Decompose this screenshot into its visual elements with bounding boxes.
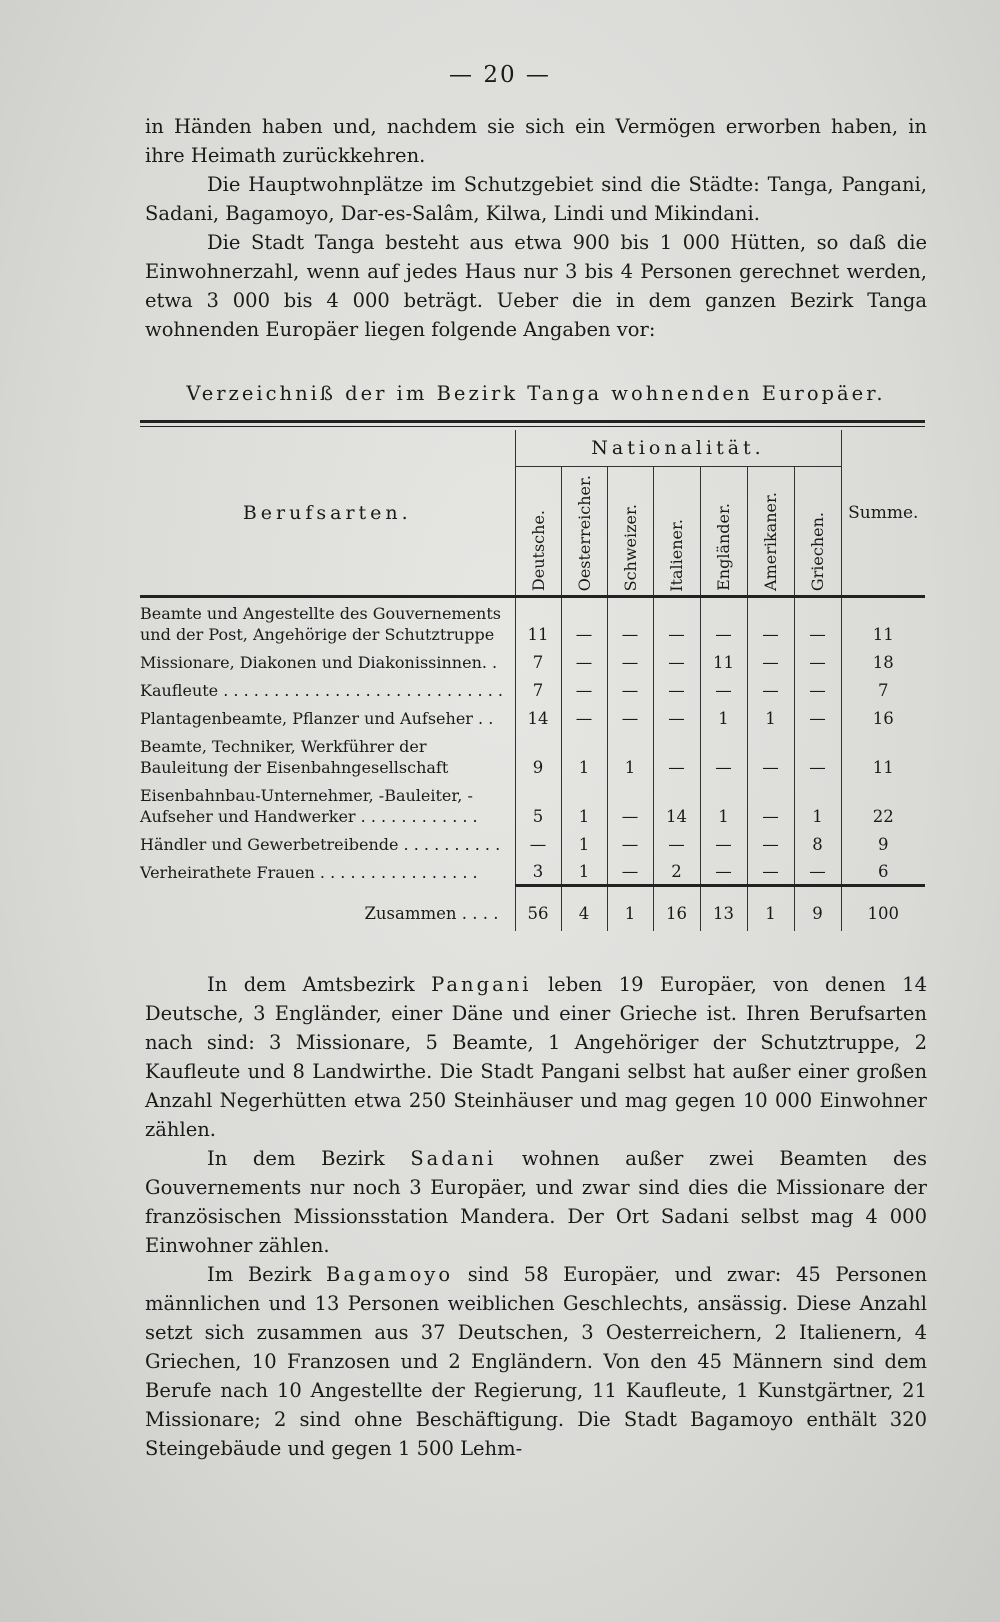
header-summe: Summe. bbox=[841, 430, 925, 597]
row-sum: 18 bbox=[841, 647, 925, 675]
table-body bbox=[140, 597, 925, 886]
table-row bbox=[140, 703, 925, 731]
row-sum: 16 bbox=[841, 703, 925, 731]
row-cell: 1 bbox=[561, 857, 607, 885]
row-cell: — bbox=[607, 647, 653, 675]
place-name: Sadani bbox=[410, 1147, 497, 1170]
total-cell: 16 bbox=[653, 885, 700, 931]
row-cell: — bbox=[607, 829, 653, 857]
header-nationality: Schweizer. bbox=[620, 503, 640, 592]
row-cell: — bbox=[561, 597, 607, 648]
row-cell: — bbox=[747, 731, 794, 780]
europeans-table bbox=[140, 430, 925, 931]
row-cell: — bbox=[747, 780, 794, 829]
row-cell: 7 bbox=[515, 647, 561, 675]
row-sum: 11 bbox=[841, 731, 925, 780]
paragraph: Im Bezirk Bagamoyo sind 58 Europäer, und zwar: 45 Personen männlichen und 13 Personen weiblichen Geschlechts, ansässig. Diese Anzahl setzt sich zusammen aus 37 Deutschen, 3 Oesterreichern, 2 Italienern, 4 Griechen, 10 Franzosen und 2 Engländern. Von den 45 Männern sind dem Berufe nach 10 Angestellte der Regierung, 11 Kaufleute, 1 Kunstgärtner, 21 Missionare; 2 sind ohne Beschäftigung. Die Stadt Bagamoyo enthält 320 Steingebäude und gegen 1 500 Lehm- bbox=[145, 1263, 928, 1460]
total-label: Zusammen . . . . bbox=[364, 903, 499, 923]
row-sum: 9 bbox=[841, 829, 925, 857]
row-cell: — bbox=[794, 597, 841, 648]
row-cell: — bbox=[747, 597, 794, 648]
row-cell: 1 bbox=[561, 780, 607, 829]
header-nationality: Italiener. bbox=[667, 518, 686, 592]
table-rule bbox=[140, 420, 925, 423]
row-cell: — bbox=[700, 857, 747, 885]
paragraph: Die Hauptwohnplätze im Schutzgebiet sind die Städte: Tanga, Pangani, Sadani, Bagamoyo, Dar-es-Salâm, Kilwa, Lindi und Mikindani. bbox=[145, 173, 927, 225]
row-cell: — bbox=[607, 780, 653, 829]
row-label: Eisenbahnbau-Unternehmer, -Bauleiter, -Aufseher und Handwerker . . . . . . . . . . . . bbox=[140, 786, 478, 827]
row-cell: 7 bbox=[515, 675, 561, 703]
table-row bbox=[140, 829, 925, 857]
paragraph: In dem Bezirk Sadani wohnen außer zwei Beamten des Gouvernements nur noch 3 Europäer, und zwar sind dies die Missionare der französischen Missionsstation Mandera. Der Ort Sadani selbst mag 4 000 Einwohner zählen. bbox=[145, 1147, 928, 1257]
row-cell: — bbox=[515, 829, 561, 857]
row-cell: 14 bbox=[515, 703, 561, 731]
row-cell: 1 bbox=[607, 731, 653, 780]
row-cell: — bbox=[794, 857, 841, 885]
row-cell: — bbox=[747, 857, 794, 885]
row-cell: — bbox=[607, 703, 653, 731]
row-cell: — bbox=[607, 597, 653, 648]
place-name: Bagamoyo bbox=[326, 1263, 454, 1286]
row-label: Beamte und Angestellte des Gouvernements und der Post, Angehörige der Schutztruppe bbox=[140, 604, 501, 645]
row-sum: 11 bbox=[841, 597, 925, 648]
row-cell: — bbox=[747, 829, 794, 857]
row-cell: — bbox=[653, 731, 700, 780]
row-cell: — bbox=[700, 731, 747, 780]
row-label: Plantagenbeamte, Pflanzer und Aufseher . . bbox=[140, 709, 494, 729]
table-title: Verzeichniß der im Bezirk Tanga wohnenden Europäer. bbox=[186, 382, 886, 405]
row-label: Beamte, Techniker, Werkführer der Bauleitung der Eisenbahngesellschaft bbox=[140, 737, 449, 778]
table-row bbox=[140, 647, 925, 675]
row-cell: 11 bbox=[515, 597, 561, 648]
header-nationality: Amerikaner. bbox=[761, 492, 780, 592]
place-name: Pangani bbox=[431, 973, 532, 996]
total-cell: 4 bbox=[561, 885, 607, 931]
row-label: Händler und Gewerbetreibende . . . . . . . . . . bbox=[140, 835, 501, 855]
total-cell: 13 bbox=[700, 885, 747, 931]
row-cell: — bbox=[747, 647, 794, 675]
row-cell: — bbox=[653, 647, 700, 675]
total-sum: 100 bbox=[841, 885, 925, 931]
row-cell: — bbox=[607, 857, 653, 885]
header-nationality: Deutsche. bbox=[528, 510, 548, 592]
table-total-row bbox=[140, 885, 925, 931]
row-label: Missionare, Diakonen und Diakonissinnen. . bbox=[140, 653, 498, 673]
table-row bbox=[140, 731, 925, 780]
paragraph: Die Stadt Tanga besteht aus etwa 900 bis 1 000 Hütten, so daß die Einwohnerzahl, wenn auf jedes Haus nur 3 bis 4 Personen gerechnet werden, etwa 3 000 bis 4 000 beträgt. Ueber die in dem ganzen Bezirk Tanga wohnenden Europäer liegen folgende Angaben vor: bbox=[145, 231, 927, 341]
row-cell: 3 bbox=[515, 857, 561, 885]
row-cell: — bbox=[653, 829, 700, 857]
row-cell: — bbox=[653, 597, 700, 648]
header-nationality: Oesterreicher. bbox=[574, 475, 594, 592]
row-cell: — bbox=[561, 647, 607, 675]
row-sum: 7 bbox=[841, 675, 925, 703]
total-cell: 1 bbox=[607, 885, 653, 931]
row-cell: — bbox=[561, 703, 607, 731]
page-number: — 20 — bbox=[449, 62, 551, 88]
paragraph: In dem Amtsbezirk Pangani leben 19 Europäer, von denen 14 Deutsche, 3 Engländer, einer Däne und einer Grieche ist. Ihren Berufsarten nach sind: 3 Missionare, 5 Beamte, 1 Angehöriger der Schutztruppe, 2 Kaufleute und 8 Landwirthe. Die Stadt Pangani selbst hat außer einer großen Anzahl Negerhütten etwa 250 Steinhäuser und mag gegen 10 000 Einwohner zählen. bbox=[145, 973, 927, 1141]
row-cell: — bbox=[653, 703, 700, 731]
table-row bbox=[140, 597, 925, 648]
table-row bbox=[140, 780, 925, 829]
header-berufsarten: Berufsarten. bbox=[140, 430, 515, 597]
row-cell: 2 bbox=[653, 857, 700, 885]
row-cell: — bbox=[794, 647, 841, 675]
total-cell: 1 bbox=[747, 885, 794, 931]
row-cell: — bbox=[653, 675, 700, 703]
table-rule bbox=[140, 426, 925, 427]
row-cell: 14 bbox=[653, 780, 700, 829]
table-row bbox=[140, 675, 925, 703]
text-block-top bbox=[145, 112, 927, 344]
row-cell: — bbox=[794, 731, 841, 780]
row-cell: 1 bbox=[561, 829, 607, 857]
row-label: Verheirathete Frauen . . . . . . . . . . . . . . . . bbox=[140, 863, 478, 883]
text-block-bottom bbox=[145, 970, 927, 1463]
row-cell: — bbox=[607, 675, 653, 703]
row-cell: 1 bbox=[794, 780, 841, 829]
total-cell: 56 bbox=[515, 885, 561, 931]
row-cell: — bbox=[561, 675, 607, 703]
header-nationalitaet: Nationalität. bbox=[515, 430, 841, 467]
row-cell: — bbox=[700, 829, 747, 857]
header-nationality: Engländer. bbox=[714, 503, 733, 592]
total-cell: 9 bbox=[794, 885, 841, 931]
row-sum: 6 bbox=[841, 857, 925, 885]
row-sum: 22 bbox=[841, 780, 925, 829]
row-label: Kaufleute . . . . . . . . . . . . . . . . . . . . . . . . . . . . bbox=[140, 681, 503, 701]
row-cell: 1 bbox=[747, 703, 794, 731]
row-cell: — bbox=[794, 675, 841, 703]
row-cell: 8 bbox=[794, 829, 841, 857]
paragraph: in Händen haben und, nachdem sie sich ein Vermögen erworben haben, in ihre Heimath zurückkehren. bbox=[145, 115, 927, 167]
row-cell: 1 bbox=[700, 703, 747, 731]
row-cell: 1 bbox=[700, 780, 747, 829]
row-cell: 5 bbox=[515, 780, 561, 829]
row-cell: 9 bbox=[515, 731, 561, 780]
table-row bbox=[140, 857, 925, 885]
row-cell: 1 bbox=[561, 731, 607, 780]
row-cell: — bbox=[700, 597, 747, 648]
row-cell: 11 bbox=[700, 647, 747, 675]
row-cell: — bbox=[794, 703, 841, 731]
header-nationality: Griechen. bbox=[808, 512, 827, 592]
row-cell: — bbox=[700, 675, 747, 703]
row-cell: — bbox=[747, 675, 794, 703]
